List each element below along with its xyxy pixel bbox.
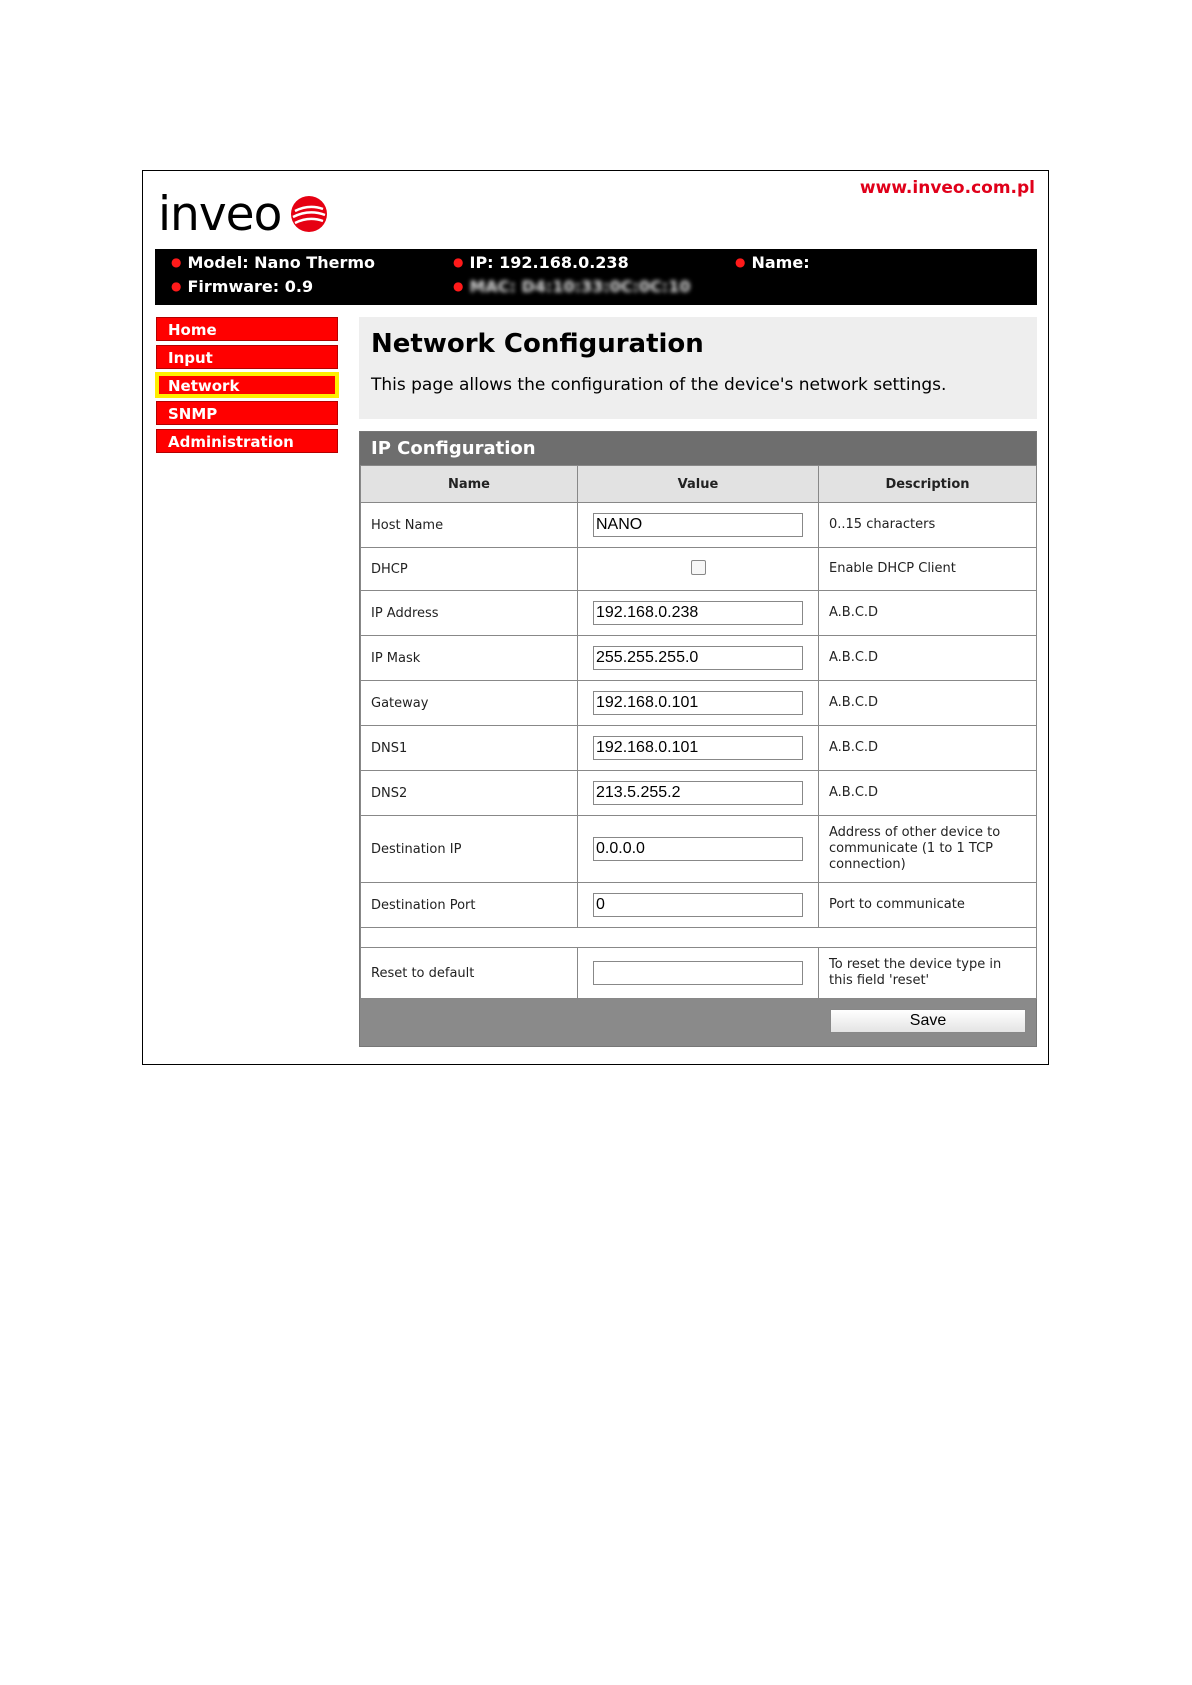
row-label: IP Address	[361, 591, 578, 636]
row-description: A.B.C.D	[819, 591, 1037, 636]
row-description: Port to communicate	[819, 883, 1037, 928]
table-row	[361, 503, 1037, 548]
page-title: Network Configuration	[371, 329, 704, 359]
bullet-icon: ●	[171, 279, 182, 293]
spacer-row	[361, 928, 1037, 948]
bullet-icon: ●	[735, 255, 746, 269]
destination-port-input[interactable]	[593, 893, 803, 917]
bullet-icon: ●	[453, 255, 464, 269]
intro-box	[359, 317, 1037, 419]
table-row	[361, 681, 1037, 726]
row-description: A.B.C.D	[819, 771, 1037, 816]
page-description: This page allows the configuration of the device's network settings.	[371, 375, 947, 395]
table-row	[361, 771, 1037, 816]
row-label: DNS1	[361, 726, 578, 771]
row-description: A.B.C.D	[819, 636, 1037, 681]
info-ip: ● IP: 192.168.0.238	[453, 253, 629, 272]
info-name: ● Name:	[735, 253, 810, 272]
table-row	[361, 726, 1037, 771]
table-row	[361, 816, 1037, 883]
row-label: Gateway	[361, 681, 578, 726]
column-header-value: Value	[578, 466, 819, 503]
ip-config-table	[360, 465, 1037, 999]
nav-item-input[interactable]: Input	[156, 345, 338, 369]
nav-item-home[interactable]: Home	[156, 317, 338, 341]
reset-to-default-input[interactable]	[593, 961, 803, 985]
table-header-row	[361, 466, 1037, 503]
inveo-logo	[158, 186, 329, 242]
device-info-bar	[155, 249, 1037, 305]
info-mac: ● MAC: D4:10:33:0C:0C:10	[453, 277, 691, 296]
row-description: Enable DHCP Client	[819, 548, 1037, 591]
row-label: Reset to default	[361, 948, 578, 999]
dhcp-checkbox[interactable]	[691, 560, 706, 575]
table-row	[361, 883, 1037, 928]
ip-address-input[interactable]	[593, 601, 803, 625]
table-row	[361, 548, 1037, 591]
panel-footer	[360, 999, 1036, 1046]
page-frame	[142, 170, 1049, 1065]
info-model: ● Model: Nano Thermo	[171, 253, 376, 272]
host-name-input[interactable]	[593, 513, 803, 537]
bullet-icon: ●	[171, 255, 182, 269]
info-firmware: ● Firmware: 0.9	[171, 277, 314, 296]
row-label: Destination IP	[361, 816, 578, 883]
logo-globe-icon	[289, 194, 329, 234]
row-description: 0..15 characters	[819, 503, 1037, 548]
ip-mask-input[interactable]	[593, 646, 803, 670]
row-label: DNS2	[361, 771, 578, 816]
column-header-description: Description	[819, 466, 1037, 503]
nav-item-snmp[interactable]: SNMP	[156, 401, 338, 425]
row-label: IP Mask	[361, 636, 578, 681]
dns1-input[interactable]	[593, 736, 803, 760]
nav-item-administration[interactable]: Administration	[156, 429, 338, 453]
bullet-icon: ●	[453, 279, 464, 293]
destination-ip-input[interactable]	[593, 837, 803, 861]
table-row	[361, 591, 1037, 636]
logo-text: inveo	[158, 186, 282, 242]
panel-title: IP Configuration	[360, 432, 1036, 465]
row-label: Destination Port	[361, 883, 578, 928]
site-url-link[interactable]: www.inveo.com.pl	[859, 178, 1035, 198]
table-row	[361, 636, 1037, 681]
ip-config-panel	[359, 431, 1037, 1047]
save-button[interactable]: Save	[830, 1009, 1026, 1033]
nav-item-network[interactable]: Network	[156, 373, 338, 397]
row-label: Host Name	[361, 503, 578, 548]
row-label: DHCP	[361, 548, 578, 591]
row-description: A.B.C.D	[819, 681, 1037, 726]
sidebar-nav	[156, 317, 338, 457]
gateway-input[interactable]	[593, 691, 803, 715]
table-row	[361, 948, 1037, 999]
column-header-name: Name	[361, 466, 578, 503]
dns2-input[interactable]	[593, 781, 803, 805]
row-description: To reset the device type in this field 'reset'	[819, 948, 1037, 999]
row-description: A.B.C.D	[819, 726, 1037, 771]
row-description: Address of other device to communicate (1 to 1 TCP connection)	[819, 816, 1037, 883]
